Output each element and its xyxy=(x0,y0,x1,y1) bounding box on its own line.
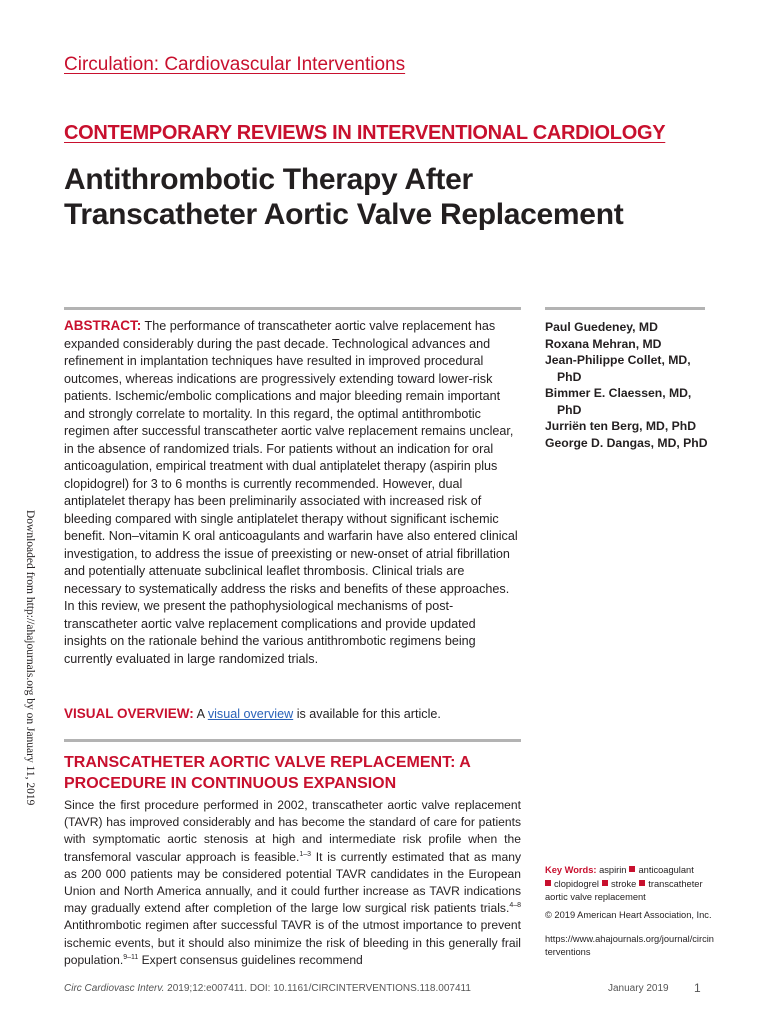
title-line-2: Transcatheter Aortic Valve Replacement xyxy=(64,198,624,231)
keyword: transcatheter aortic valve replacement xyxy=(545,878,703,902)
author-name: Jurriën ten Berg, MD, PhD xyxy=(545,419,697,433)
article-title xyxy=(64,162,704,232)
keyword: anticoagulant xyxy=(638,865,694,875)
author-list xyxy=(545,319,715,451)
visual-overview-link[interactable]: visual overview xyxy=(207,707,294,721)
author-name: George D. Dangas, MD, PhD xyxy=(545,435,708,450)
section-kicker[interactable]: CONTEMPORARY REVIEWS IN INTERVENTIONAL CARDIOLOGY xyxy=(64,122,666,144)
copyright: © 2019 American Heart Association, Inc. xyxy=(545,910,712,920)
bullet-square-icon xyxy=(629,866,635,872)
footer-date: January 2019 xyxy=(608,983,669,994)
body-text-4: Expert consensus guidelines recommend xyxy=(138,952,363,967)
abstract-label: ABSTRACT: xyxy=(64,318,142,333)
visual-overview-pre: A xyxy=(196,707,205,721)
author-name: Roxana Mehran, MD xyxy=(545,336,662,351)
citation-ref[interactable]: 4–8 xyxy=(509,902,521,910)
author-name: Paul Guedeney, MD xyxy=(545,320,658,334)
keyword: clopidogrel xyxy=(554,878,599,889)
body-text-1: Since the first procedure performed in 2002, transcatheter aortic valve replacement (TAVR) has improved considerably and has become the standard of care for patients with symptomatic aortic stenosis at high and intermediate risk profile when the transfemoral vascular approach is feasible. xyxy=(64,798,521,864)
download-sidenote: Downloaded from http://ahajournals.org by on January 11, 2019 xyxy=(24,510,36,806)
visual-overview-label: VISUAL OVERVIEW: xyxy=(64,706,194,721)
abstract-text: The performance of transcatheter aortic valve replacement has expanded considerably during the past decade. Technological advances and refinement in implantation techniques have resulted in improved procedural outcomes, whereas indications are progressively extending toward lower-risk patients. Ischemic/embolic complications and major bleeding remain important and strongly correlate to mortality. In this regard, the optimal antithrombotic regimen after successful transcatheter aortic valve replacement remains unclear, in the absence of randomized trials. For patients without an indication for oral anticoagulation, empirical treatment with dual antiplatelet therapy (aspirin plus clopidogrel) for 3 to 6 months is currently recommended. However, dual antiplatelet therapy has been preliminarily associated with increased risk of bleeding compared with single antiplatelet therapy without significant ischemic benefit. Non–vitamin K oral anticoagulants and warfarin have also entered clinical investigation, to address the issue of preexisting or new-onset of atrial fibrillation and potentially attenuate subclinical leaflet thrombosis. Clinical trials are necessary to systematically address the risks and benefits of these approaches. In this review, we present the pathophysiological mechanisms of post-transcatheter aortic valve replacement complications and provide updated insights on the rationale behind the various antithrombotic regimens being currently evaluated in large randomized trials. xyxy=(64,319,518,666)
visual-overview xyxy=(64,705,521,724)
body-text-3: Antithrombotic regimen after successful TAVR is of the utmost importance to prevent ischemic events, but it should also minimize the risk of bleeding in this generally frail population. xyxy=(64,918,521,967)
body-text-2: It is currently estimated that as many as 200 000 patients may be considered potential TAVR candidates in the European Union and North America annually, and it could further increase as TAVR indications may gradually extend after completion of the large low surgical risk patients trials. xyxy=(64,849,521,916)
keywords xyxy=(545,864,710,905)
body-paragraph xyxy=(64,797,521,969)
abstract-divider xyxy=(64,307,521,310)
title-line-1: Antithrombotic Therapy After xyxy=(64,163,473,196)
keyword: aspirin xyxy=(599,865,627,875)
author-name: Bimmer E. Claessen, MD, PhD xyxy=(545,386,692,417)
page-number: 1 xyxy=(694,981,701,995)
keywords-label: Key Words: xyxy=(545,865,597,875)
abstract xyxy=(64,317,521,668)
journal-url-text[interactable]: https://www.ahajournals.org/journal/circinterventions xyxy=(545,934,714,957)
section-divider xyxy=(64,739,521,742)
keyword: stroke xyxy=(610,878,637,889)
footer-citation xyxy=(64,983,471,994)
section-heading: TRANSCATHETER AORTIC VALVE REPLACEMENT: A PROCEDURE IN CONTINUOUS EXPANSION xyxy=(64,754,471,792)
journal-url[interactable] xyxy=(545,933,715,958)
citation-ref[interactable]: 9–11 xyxy=(123,953,139,961)
bullet-square-icon xyxy=(602,880,608,886)
footer-journal-abbrev: Circ Cardiovasc Interv. xyxy=(64,983,165,994)
citation-ref[interactable]: 1–3 xyxy=(299,850,312,858)
bullet-square-icon xyxy=(639,880,645,886)
author-name: Jean-Philippe Collet, MD, PhD xyxy=(545,353,691,384)
authors-divider xyxy=(545,307,705,310)
visual-overview-post: is available for this article. xyxy=(296,707,441,721)
bullet-square-icon xyxy=(545,880,551,886)
footer-doi: 2019;12:e007411. DOI: 10.1161/CIRCINTERVENTIONS.118.007411 xyxy=(164,983,471,994)
journal-name[interactable]: Circulation: Cardiovascular Interventions xyxy=(64,54,406,75)
